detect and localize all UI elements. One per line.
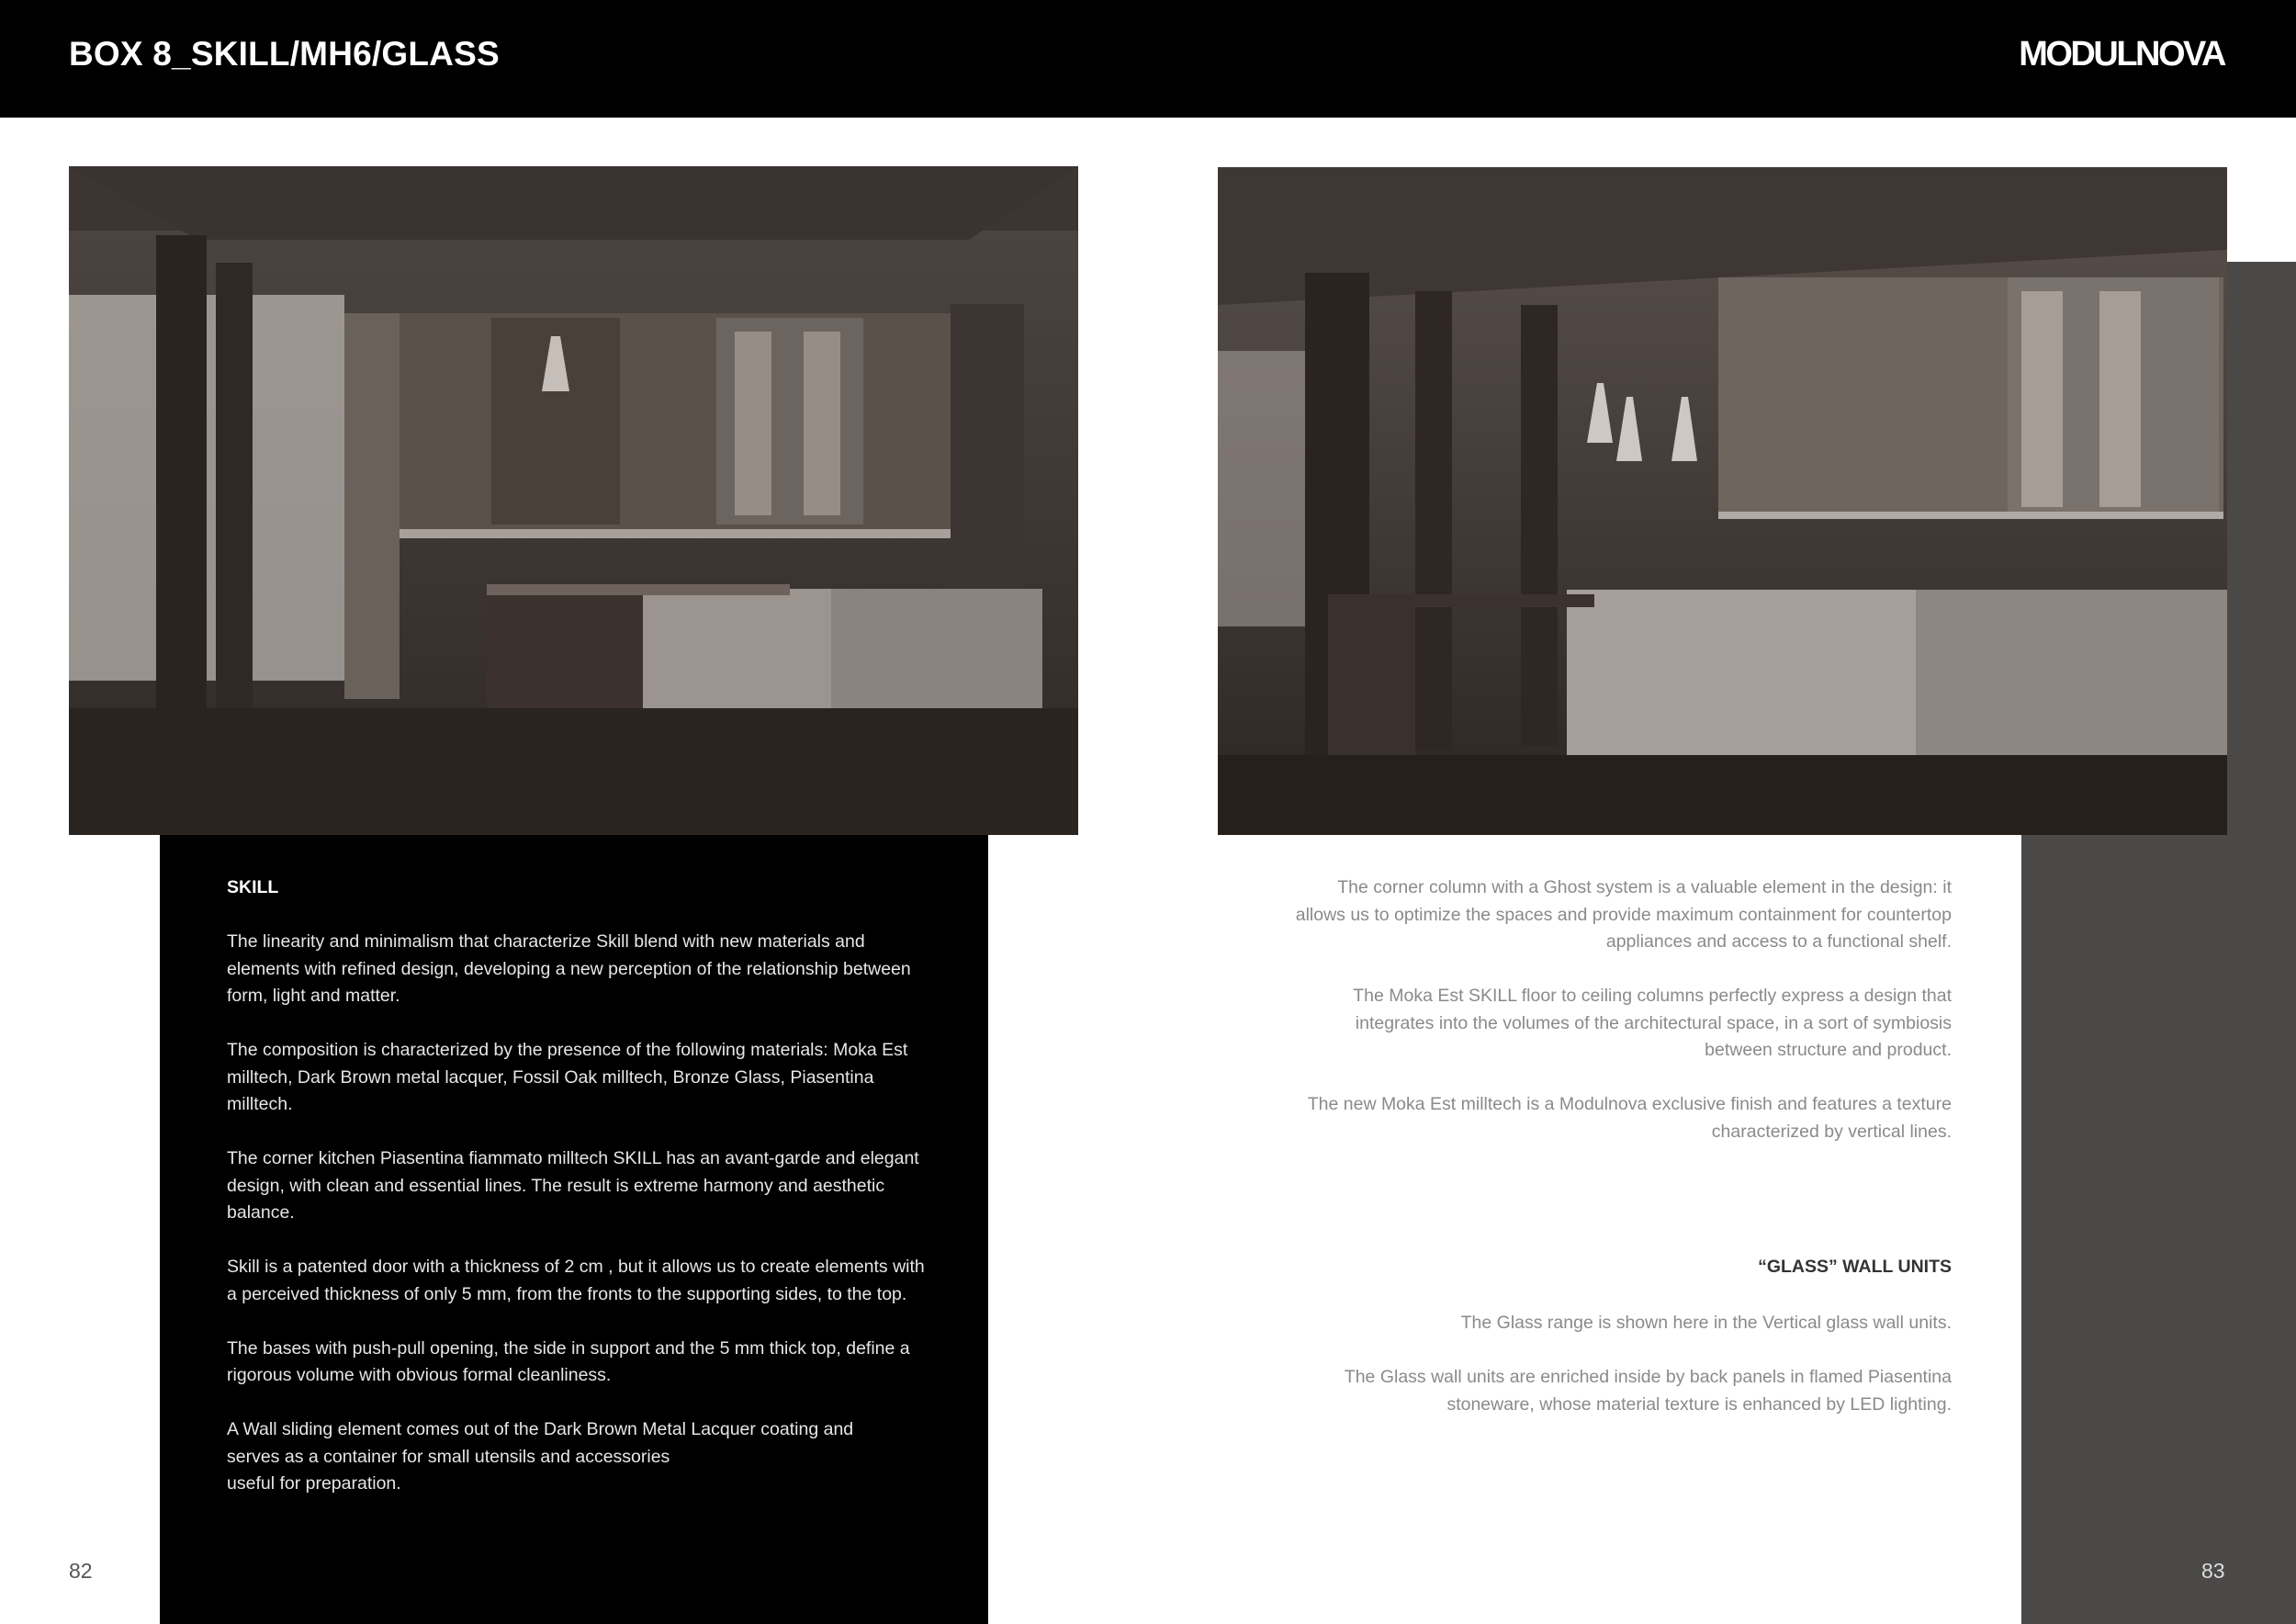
ghost-paragraph-1: The corner column with a Ghost system is a valuable element in the design: it allows us to optimize the spaces and provide maximum containment for countertop appliances and access to a functional shelf. [1295,877,1952,952]
glass-heading: “GLASS” WALL UNITS [1758,1257,1952,1277]
skill-paragraph-3: The corner kitchen Piasentina fiammato milltech SKILL has an avant-garde and elegant design, with clean and essential lines. The result is extreme harmony and aesthetic balance. [227,1148,919,1223]
page-number-right: 83 [2201,1559,2225,1583]
kitchen-photo-left [69,166,1078,835]
skill-paragraph-1: The linearity and minimalism that characterize Skill blend with new materials and elements with refined design, developing a new perception of the relationship between form, light and matter. [227,931,911,1006]
kitchen-photo-right [1218,167,2227,835]
ghost-paragraph-2: The Moka Est SKILL floor to ceiling columns perfectly express a design that integrates into the volumes of the architectural space, in a sort of symbiosis between structure and product. [1353,986,1952,1060]
skill-paragraph-2: The composition is characterized by the presence of the following materials: Moka Est milltech, Dark Brown metal lacquer, Fossil Oak milltech, Bronze Glass, Piasentina milltech. [227,1040,908,1114]
skill-paragraph-6-line-2: serves as a container for small utensils and accessories [227,1446,670,1467]
header-bar [0,0,2296,118]
skill-paragraph-5: The bases with push-pull opening, the side in support and the 5 mm thick top, define a rigorous volume with obvious formal cleanliness. [227,1337,910,1385]
skill-paragraph-4: Skill is a patented door with a thickness of 2 cm , but it allows us to create elements with a perceived thickness of only 5 mm, from the fronts to the supporting sides, to the top. [227,1257,925,1304]
skill-paragraph-6-line-3: useful for preparation. [227,1473,401,1494]
glass-paragraph-1: The Glass range is shown here in the Vertical glass wall units. [1460,1313,1952,1333]
skill-text-block [227,874,934,1525]
brand-logo: MODULNOVA [2019,35,2224,73]
ghost-paragraph-3: The new Moka Est milltech is a Modulnova exclusive finish and features a texture characterized by vertical lines. [1307,1094,1952,1142]
glass-paragraph-2: The Glass wall units are enriched inside by back panels in flamed Piasentina stoneware, whose material texture is enhanced by LED lighting. [1344,1367,1952,1415]
skill-heading: SKILL [227,877,279,897]
skill-paragraph-6 [227,1416,934,1498]
ghost-text-block [1286,874,1952,1173]
glass-text-block [1286,1310,1952,1446]
skill-paragraph-6-line-1: A Wall sliding element comes out of the Dark Brown Metal Lacquer coating and [227,1419,854,1439]
document-title: BOX 8_SKILL/MH6/GLASS [69,35,500,73]
page-number-left: 82 [69,1559,93,1583]
